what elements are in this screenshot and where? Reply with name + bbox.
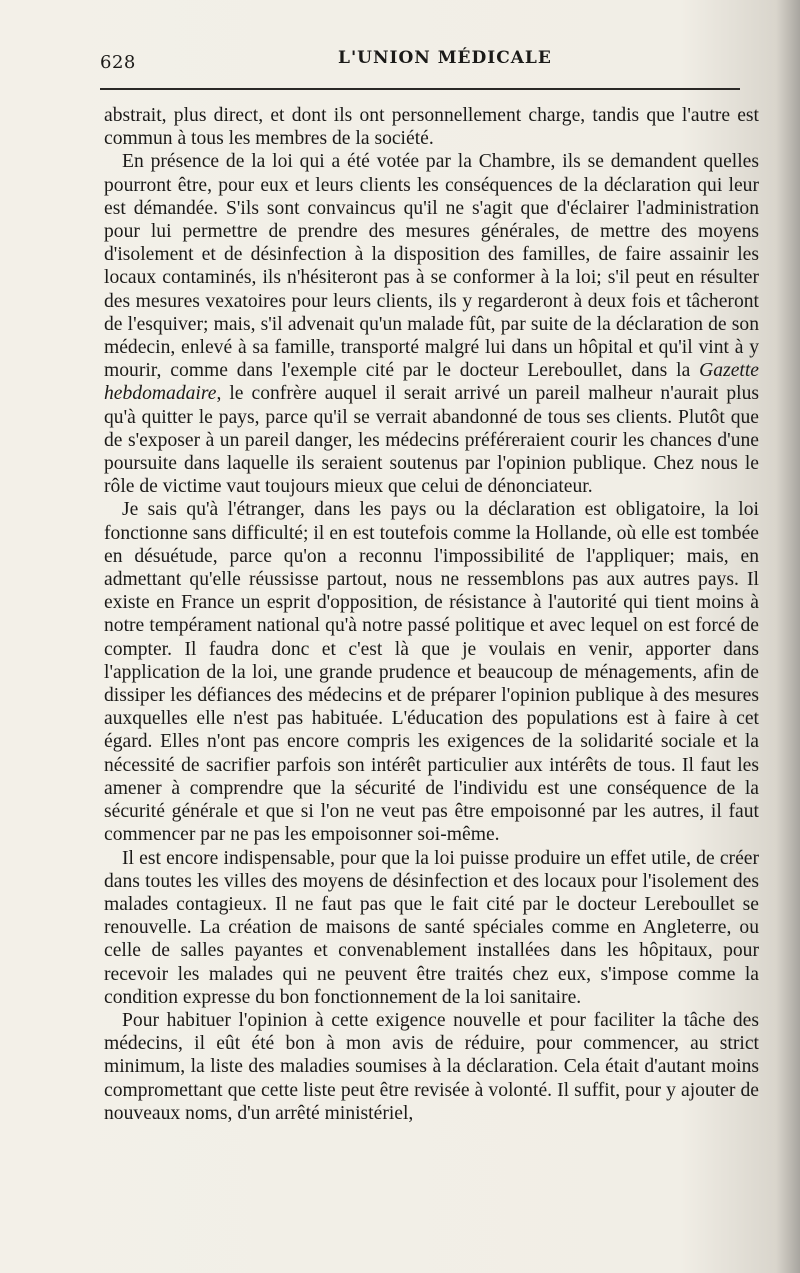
article-body (104, 104, 759, 1125)
paragraph-3 (104, 498, 759, 846)
paragraph-3-text: Je sais qu'à l'étranger, dans les pays ou la déclaration est obligatoire, la loi fonctionne sans difficulté; il en est toutefois comme la Hollande, où elle est tombée en désuétude, parce qu'on a reconnu l'impossibilité de l'appliquer; mais, en admettant qu'elle réussisse partout, nous ne ressemblons pas aux autres pays. Il existe en France un esprit d'opposition, de résistance à l'autorité qui tient moins à notre tempérament national qu'à notre passé politique et avec lequel on est forcé de compter. Il faudra donc et c'est là que je voulais en venir, apporter dans l'application de la loi, une grande prudence et beaucoup de ménagements, afin de dissiper les défiances des médecins et de préparer l'opinion publique à des mesures auxquelles elle n'est pas habituée. L'éducation des populations est à faire à cet égard. Elles n'ont pas encore compris les exigences de la solidarité sociale et la nécessité de sacrifier parfois son intérêt particulier aux intérêts de tous. Il faut les amener à comprendre que la sécurité de l'individu est une conséquence de la sécurité générale et que si l'on ne veut pas être empoisonné par les autres, il faut commencer par ne pas les empoisonner soi-même. (104, 499, 759, 846)
page-number: 628 (100, 52, 136, 73)
paragraph-5 (104, 1009, 759, 1125)
page-header (100, 46, 750, 86)
journal-title-italic: Gazette hebdomadaire (104, 360, 760, 405)
paragraph-5-text: Pour habituer l'opinion à cette exigence nouvelle et pour faciliter la tâche des médecins, il eût été bon à mon avis de réduire, pour commencer, au strict minimum, la liste des maladies soumises à la déclaration. Cela était d'autant moins compromettant que cette liste peut être revisée à volonté. Il suffit, pour y ajouter de nouveaux noms, d'un arrêté ministériel, (104, 1009, 759, 1124)
paragraph-2-text: En présence de la loi qui a été votée par la Chambre, ils se demandent quelles pourront être, pour eux et leurs clients les conséquences de la déclaration qui leur est démandée. S'ils sont convaincus qu'il ne s'agit que d'éclairer l'administration pour lui permettre de prendre des mesures générales, de mettre des moyens d'isolement et de désinfection à la disposition des familles, de faire assainir les locaux contaminés, ils n'hésiteront pas à se conformer à la loi; s'il peut en résulter des mesures vexatoires pour leurs clients, ils y regarderont à deux fois et tâcheront de l'esquiver; mais, s'il advenait qu'un malade fût, par suite de la déclaration de son médecin, enlevé à sa famille, transporté malgré lui dans un hôpital et qu'il vint à y mourir, comme dans l'exemple cité par le docteur Lereboullet, dans la (104, 151, 759, 382)
paragraph-1 (104, 104, 759, 150)
paragraph-2-text-continued: , le confrère auquel il serait arrivé un pareil malheur n'aurait plus qu'à quitter le pays, parce qu'il se verrait abandonné de tous ses clients. Plutôt que de s'exposer à un pareil danger, les médecins préféreraient courir les chances d'une poursuite dans laquelle ils seraient soutenus par l'opinion publique. Chez nous le rôle de victime vaut toujours mieux que celui de dénonciateur. (104, 383, 759, 498)
header-rule (100, 88, 740, 90)
paragraph-1-text: abstrait, plus direct, et dont ils ont personnellement charge, tandis que l'autre est commun à tous les membres de la société. (104, 105, 759, 150)
running-head: L'UNION MÉDICALE (338, 48, 552, 68)
paragraph-4-text: Il est encore indispensable, pour que la loi puisse produire un effet utile, de créer dans toutes les villes des moyens de désinfection et des locaux pour l'isolement des malades contagieux. Il ne faut pas que le fait cité par le docteur Lereboullet se renouvelle. La création de maisons de santé spéciales comme en Angleterre, ou celle de salles payantes et convenablement installées dans les hôpitaux, pour recevoir les malades qui ne peuvent être traités chez eux, s'impose comme la condition expresse du bon fonctionnement de la loi sanitaire. (104, 847, 759, 1008)
paragraph-4 (104, 847, 759, 1009)
paragraph-2 (104, 150, 759, 498)
